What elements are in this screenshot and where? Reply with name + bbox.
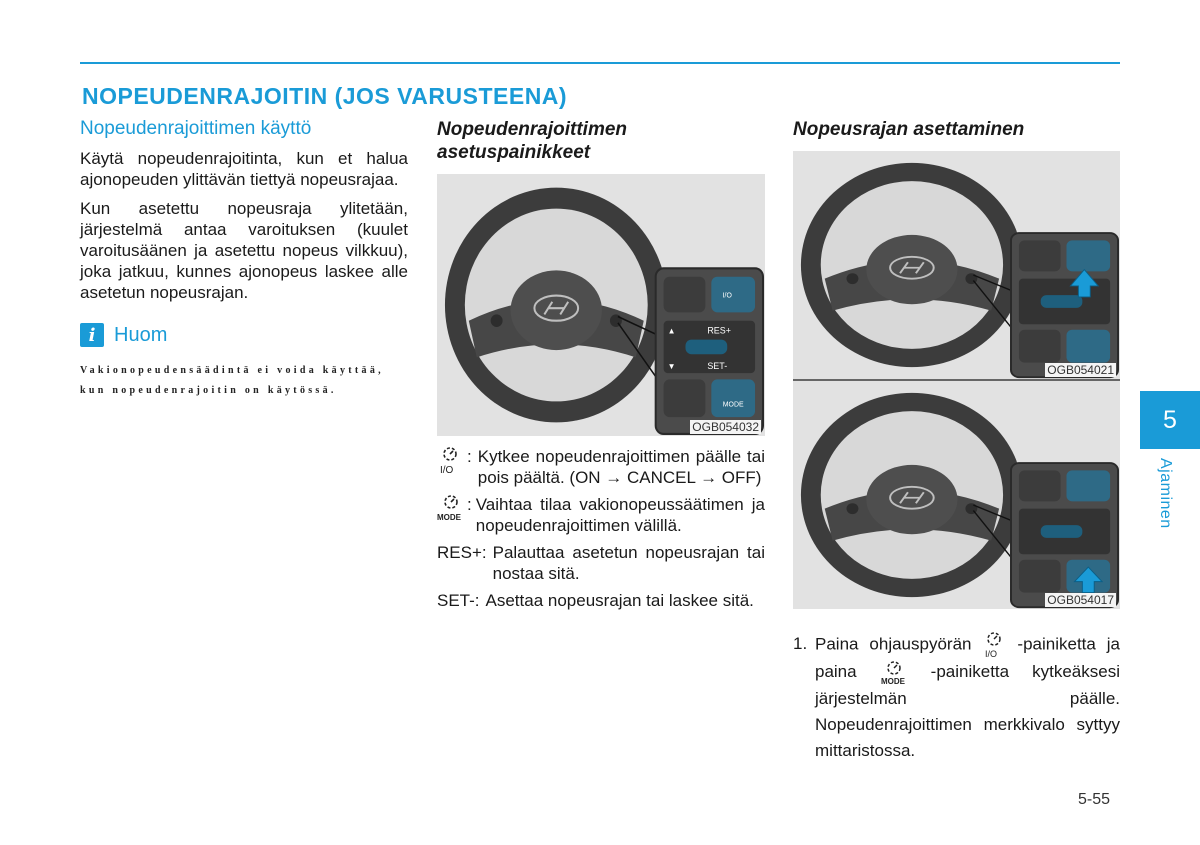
figure-code: OGB054017 bbox=[1047, 593, 1114, 607]
steering-wheel-figure-1 bbox=[793, 151, 1120, 379]
down-arrow-icon: ▼ bbox=[667, 361, 676, 371]
step-text-part: -painiketta kytkeäksesi järjestelmän päälle. Nopeudenrajoittimen merkkivalo syttyy mittaristossa. bbox=[815, 662, 1120, 760]
mode-icon bbox=[880, 660, 908, 686]
definition-text: Vaihtaa tilaa vakionopeussäätimen ja nopeudenrajoittimen välillä. bbox=[475, 495, 765, 535]
note-text: Vakionopeudensäädintä ei voida käyttää, kun nopeudenrajoitin on käytössä. bbox=[80, 365, 384, 396]
definition-text: Asettaa nopeusrajan tai laskee sitä. bbox=[485, 591, 754, 610]
speed-limiter-icon bbox=[982, 631, 1006, 659]
section-title-setting: Nopeusrajan asettaminen bbox=[793, 119, 1025, 140]
info-icon: i bbox=[80, 323, 104, 347]
steering-wheel-figure bbox=[437, 174, 765, 436]
section-title-buttons: Nopeudenrajoittimen asetuspainikkeet bbox=[437, 119, 628, 163]
speed-limiter-icon bbox=[437, 446, 465, 476]
res-button-label: RES+ bbox=[707, 325, 731, 336]
step-1 bbox=[793, 631, 1120, 764]
svg-text:I/O: I/O bbox=[440, 465, 454, 476]
button-labels bbox=[437, 174, 765, 436]
page-number: 5-55 bbox=[1078, 791, 1111, 808]
column-buttons bbox=[437, 118, 765, 617]
column-usage bbox=[80, 118, 408, 401]
button-definitions bbox=[437, 446, 765, 611]
paragraph-warning: Kun asetettu nopeusraja ylitetään, järjestelmä antaa varoituksen (kuulet varoitusäänen ja asetettu nopeus vilkkuu), joka jatkuu, kunnes ajonopeus laskee alle asetetun nopeusrajan. bbox=[80, 199, 408, 302]
column-setting bbox=[793, 118, 1120, 764]
step-text-part: -painiketta ja paina bbox=[815, 634, 1121, 681]
mode-button-label: MODE bbox=[722, 400, 744, 409]
definition-text: Palauttaa asetetun nopeusrajan tai nostaa sitä. bbox=[492, 543, 765, 583]
definition-text: Kytkee nopeudenrajoittimen päälle tai pois päältä. (ON → CANCEL → OFF) bbox=[477, 447, 765, 487]
note-label: Huom bbox=[114, 323, 168, 346]
definition-term: : bbox=[467, 447, 472, 466]
svg-text:MODE: MODE bbox=[880, 676, 905, 686]
mode-icon bbox=[437, 494, 465, 524]
page-title: NOPEUDENRAJOITIN (JOS VARUSTEENA) bbox=[82, 83, 568, 109]
definition-term: RES+: bbox=[437, 543, 487, 562]
definition-mode bbox=[437, 494, 765, 536]
highlight-arrow-mode bbox=[793, 381, 1120, 609]
chapter-label: Ajaminen bbox=[1157, 458, 1174, 529]
step-text bbox=[815, 631, 1120, 764]
step-number: 1. bbox=[793, 634, 808, 653]
figure-code: OGB054032 bbox=[692, 420, 759, 434]
figure-code: OGB054021 bbox=[1047, 363, 1114, 377]
header-rule bbox=[80, 62, 1120, 64]
set-button-label: SET- bbox=[707, 360, 728, 371]
definition-io bbox=[437, 446, 765, 488]
steering-wheel-figure-2 bbox=[793, 381, 1120, 609]
paragraph-intro: Käytä nopeudenrajoitinta, kun et halua ajonopeuden ylittävän tiettyä nopeusrajaa. bbox=[80, 149, 408, 189]
definition-res bbox=[437, 542, 765, 584]
svg-text:MODE: MODE bbox=[437, 513, 461, 522]
definition-set bbox=[437, 590, 765, 611]
chapter-tab: 5 bbox=[1140, 391, 1200, 449]
io-button-label: I/O bbox=[722, 291, 732, 300]
section-title-usage: Nopeudenrajoittimen käyttö bbox=[80, 118, 312, 139]
step-text-part: Paina ohjauspyörän bbox=[815, 634, 972, 654]
definition-term: SET-: bbox=[437, 591, 480, 610]
note-header bbox=[80, 323, 408, 347]
definition-term: : bbox=[467, 495, 472, 514]
highlight-arrow-up bbox=[793, 151, 1120, 379]
svg-text:I/O: I/O bbox=[985, 649, 998, 659]
up-arrow-icon: ▲ bbox=[667, 326, 676, 336]
